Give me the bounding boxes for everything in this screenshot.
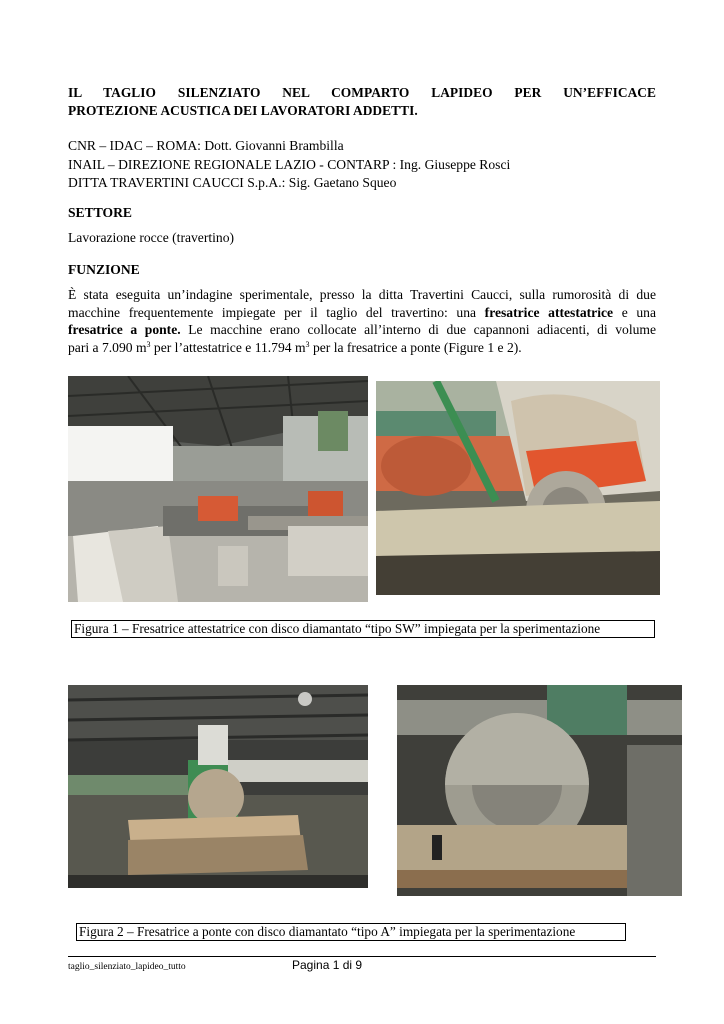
bold-term: fresatrice a ponte.	[68, 322, 181, 337]
paragraph-line: È stata eseguita un’indagine sperimentale, presso la ditta Travertini Caucci, sulla rumorosità di due	[68, 287, 656, 302]
text-run: Le macchine erano collocate all’interno di due capannoni adiacenti, di volume	[180, 322, 657, 337]
figure1-caption: Figura 1 – Fresatrice attestatrice con disco diamantato “tipo SW” impiegata per la sperimentazione	[71, 620, 655, 638]
title-line-2: PROTEZIONE ACUSTICA DEI LAVORATORI ADDETTI.	[68, 102, 418, 118]
superscript: 3	[305, 339, 310, 349]
author-line: DITTA TRAVERTINI CAUCCI S.p.A.: Sig. Gaetano Squeo	[68, 175, 397, 190]
paragraph-line	[68, 321, 656, 339]
bold-term: fresatrice attestatrice	[484, 304, 614, 320]
section-heading-settore: SETTORE	[68, 205, 132, 220]
text-run: per l’attestatrice e 11.794 m	[150, 339, 306, 355]
author-line: CNR – IDAC – ROMA: Dott. Giovanni Brambilla	[68, 138, 344, 153]
figure1-photo-disc	[376, 381, 660, 595]
footer-divider	[68, 956, 656, 957]
figure2-photo-bridge-saw	[68, 685, 368, 888]
author-line: INAIL – DIREZIONE REGIONALE LAZIO - CONTARP : Ing. Giuseppe Rosci	[68, 156, 511, 172]
text-run: macchine frequentemente impiegate per il taglio del travertino: una	[68, 304, 485, 320]
text-run: pari a 7.090 m	[68, 339, 147, 355]
settore-text: Lavorazione rocce (travertino)	[68, 230, 235, 245]
text-run: per la fresatrice a ponte (Figure 1 e 2).	[309, 339, 522, 355]
funzione-paragraph	[68, 286, 656, 356]
figure2-caption: Figura 2 – Fresatrice a ponte con disco diamantato “tipo A” impiegata per la sperimentazione	[76, 923, 626, 941]
text-run: e una	[613, 304, 656, 320]
footer-filename: taglio_silenziato_lapideo_tutto	[68, 962, 186, 972]
document-title	[68, 84, 656, 119]
figure1-photo-hall	[68, 376, 368, 602]
title-line-1: IL TAGLIO SILENZIATO NEL COMPARTO LAPIDEO PER UN’EFFICACE	[68, 85, 656, 100]
footer-page-number: Pagina 1 di 9	[292, 958, 363, 972]
paragraph-line	[68, 339, 656, 357]
superscript: 3	[146, 339, 151, 349]
figure2-photo-disc	[397, 685, 682, 896]
paragraph-line	[68, 304, 656, 322]
section-heading-funzione: FUNZIONE	[68, 262, 140, 277]
authors-block	[68, 137, 510, 193]
